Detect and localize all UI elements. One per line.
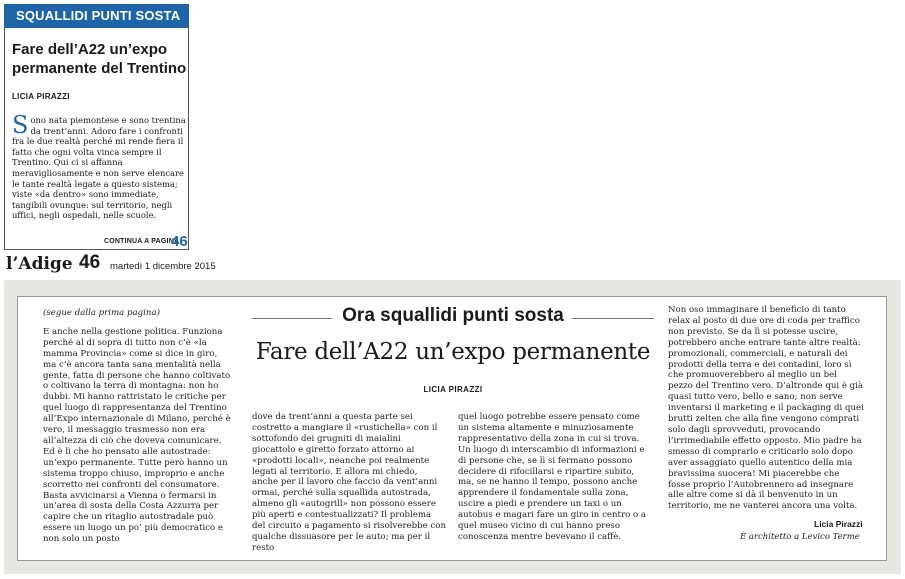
author-signature: Licia Pirazzi: [814, 519, 863, 529]
teaser-body: [12, 111, 188, 221]
teaser-headline-line1: Fare dell’A22 un’expo: [12, 41, 168, 58]
article-column-2: dove da trent’anni a questa parte sei costretto a mangiare il «rustichella» con il sottofondo dei grugniti di maialini giocattolo e giretto forzato attorno ai «prodotti locali», neanche poi realmente legati al territorio. E allora mi chiedo, anche per il lavoro che faccio da vent’anni ormai, perché sulla squallida autostrada, almeno gli «autogrill» non possono essere più aperti e contestualizzati? Il problema del circuito a pagamento si risolverebbe con qualche dissuasore per le auto; ma per il resto: [252, 412, 446, 553]
teaser-banner: SQUALLIDI PUNTI SOSTA: [4, 4, 189, 28]
article-column-1: [43, 308, 233, 545]
article-headline: Fare dell’A22 un’expo permanente: [255, 339, 651, 365]
teaser-headline: [12, 40, 187, 78]
continue-label[interactable]: CONTINUA A PAGINA: [104, 238, 180, 245]
issue-date: martedì 1 dicembre 2015: [110, 261, 216, 272]
drop-cap: S: [12, 111, 29, 139]
author-role: È architetto a Levico Terme: [740, 532, 860, 542]
teaser-author: LICIA PIRAZZI: [12, 92, 70, 101]
column-1-text: E anche nella gestione politica. Funziona perché al di sopra di tutto non c’è «la mamma Provincia» come si dice in giro, ma c’è ancora tanta sana mentalità nella gente, fatta di persone che hanno coltivato o coltivano la terra di montagna: non ho dubbi. Mi hanno rattristato le critiche per quel luogo di rappresentanza del Trentino all’Expo internazionale di Milano, perché è vero, il messaggio trasmesso non era all’altezza di ciò che doveva comunicare. Ed è lì che ho pensato alle autostrade: un’expo permanente. Tutte però hanno un sistema troppo chiuso, improprio e anche scorretto nei confronti del consumatore. Basta avvicinarsi a Vienna o fermarsi in un’area di sosta della Costa Azzurra per capire che un ritaglio autostradale può essere un luogo un po’ più democratico e non solo un posto: [43, 326, 231, 545]
continue-page-number[interactable]: 46: [171, 233, 188, 250]
article-column-4: Non oso immaginare il beneficio di tanto relax al posto di due ore di coda per traffico non previsto. Se da lì si potesse uscire, potrebbero anche entrare tante altre realtà: promozionali, commerciali, e naturali dei prodotti della terra e dei contadini, loro sì che promuoverebbero al meglio un bel pezzo del Trentino vero. D’altronde qui è già quasi tutto vero, bello e sano; non serve inventarsi il marketing e il packaging di quei brutti zelten che alla fine vengono comprati solo dagli sprovveduti, provocando l’irrimediabile effetto opposto. Mio padre ha smesso di comprarlo e criticarlo solo dopo aver assaggiato quello autentico della mia bravissima suocera! Mi piacerebbe che fosse proprio l’Autobrennero ad insegnare alle altre come si dà il benvenuto in un territorio, me ne vanterei ancora una volta.: [668, 305, 864, 512]
segue-note: (segue dalla prima pagina): [43, 308, 160, 318]
page-number: 46: [79, 252, 101, 273]
teaser-body-text: ono nata piemontese e sono trentina da trent’anni. Adoro fare i confronti fra le due realtà perché mi rende fiera il fatto che ogni volta vinca sempre il Trentino. Qui ci si affanna meravigliosamente e non serve elencare le tante realtà legate a questo sistema; viste «da dentro» sono immediate, tangibili ovunque: sul territorio, negli uffici, negli ospedali, nelle scuole.: [12, 115, 186, 221]
teaser-headline-line2: permanente del Trentino: [12, 60, 187, 77]
article-author: LICIA PIRAZZI: [423, 385, 483, 394]
article-kicker: Ora squallidi punti sosta: [342, 305, 564, 326]
newspaper-name: l’Adige: [6, 254, 73, 274]
article-column-3: quel luogo potrebbe essere pensato come un sistema altamente e minuziosamente rappresentativo della zona in cui si trova. Un luogo di interscambio di informazioni e di persone che, se lì si fermano possono decidere di rifocillarsi e ripartire subito, ma, se ne hanno il tempo, possono anche apprendere il fondamentale sulla zona, uscire a piedi e prendere un taxi o un autobus e magari fare un giro in centro o a quel museo vicino di cui hanno preso conoscenza mentre bevevano il caffè.: [458, 412, 647, 542]
